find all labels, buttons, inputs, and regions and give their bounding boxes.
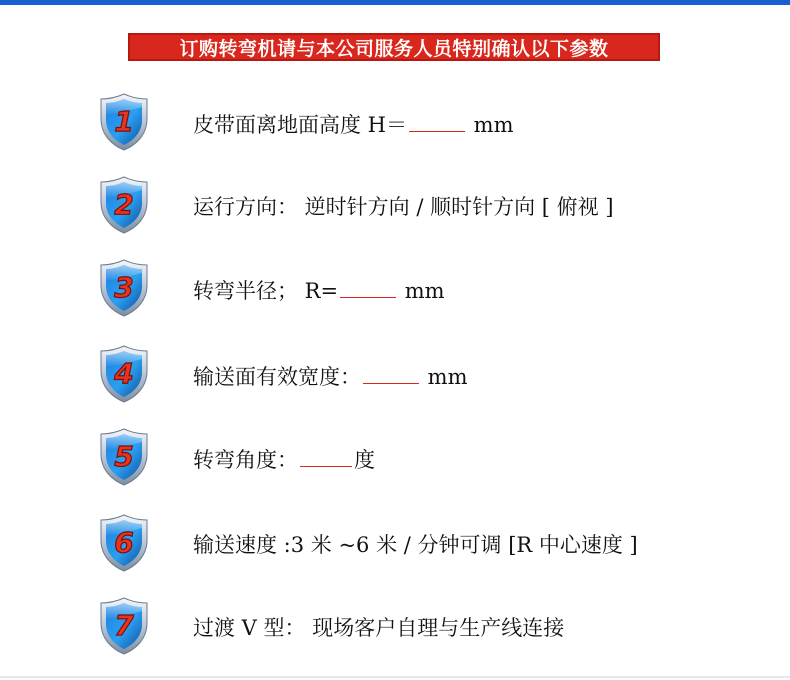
badge-number: 2 [114, 188, 134, 221]
item-label [193, 615, 564, 641]
item-text: 过渡 V 型： 现场客户自理与生产线连接 [193, 616, 565, 640]
shield-number-icon [99, 93, 149, 151]
item-label [193, 277, 445, 304]
badge-number: 7 [114, 609, 134, 642]
fill-in-blank [300, 446, 352, 467]
shield-number-icon [99, 428, 149, 486]
shield-number-icon [99, 345, 149, 403]
shield-number-icon [99, 259, 149, 317]
item-label [193, 446, 375, 473]
list-item [0, 176, 790, 236]
item-text: 输送面有效宽度： [193, 365, 361, 389]
item-label [193, 363, 468, 390]
item-unit: mm [421, 365, 468, 389]
item-text: 皮带面离地面高度 H＝ [193, 113, 407, 137]
fill-in-blank [363, 363, 419, 384]
item-text: 运行方向： 逆时针方向 / 顺时针方向 [ 俯视 ] [193, 195, 614, 219]
item-text: 输送速度 :3 米 ~6 米 / 分钟可调 [R 中心速度 ] [193, 533, 638, 557]
item-unit: 度 [354, 448, 375, 472]
item-text: 转弯角度： [193, 448, 298, 472]
list-item [0, 597, 790, 657]
fill-in-blank [340, 277, 396, 298]
list-item [0, 345, 790, 405]
shield-number-icon [99, 597, 149, 655]
list-item [0, 93, 790, 153]
shield-number-icon [99, 514, 149, 572]
badge-number: 3 [114, 271, 134, 304]
divider [0, 676, 790, 678]
list-item [0, 514, 790, 574]
list-item [0, 428, 790, 488]
item-label [193, 194, 614, 220]
page-title: 订购转弯机请与本公司服务人员特别确认以下参数 [179, 37, 609, 60]
item-label [193, 532, 638, 558]
badge-number: 4 [114, 357, 134, 390]
item-text: 转弯半径； R= [193, 279, 339, 303]
item-unit: mm [398, 279, 445, 303]
item-unit: mm [467, 113, 514, 137]
badge-number: 1 [114, 105, 134, 138]
list-item [0, 259, 790, 319]
item-label [193, 111, 514, 138]
shield-number-icon [99, 176, 149, 234]
title-banner [128, 33, 660, 61]
badge-number: 5 [114, 440, 134, 473]
fill-in-blank [409, 111, 465, 132]
top-accent-bar [0, 0, 790, 5]
badge-number: 6 [114, 526, 134, 559]
